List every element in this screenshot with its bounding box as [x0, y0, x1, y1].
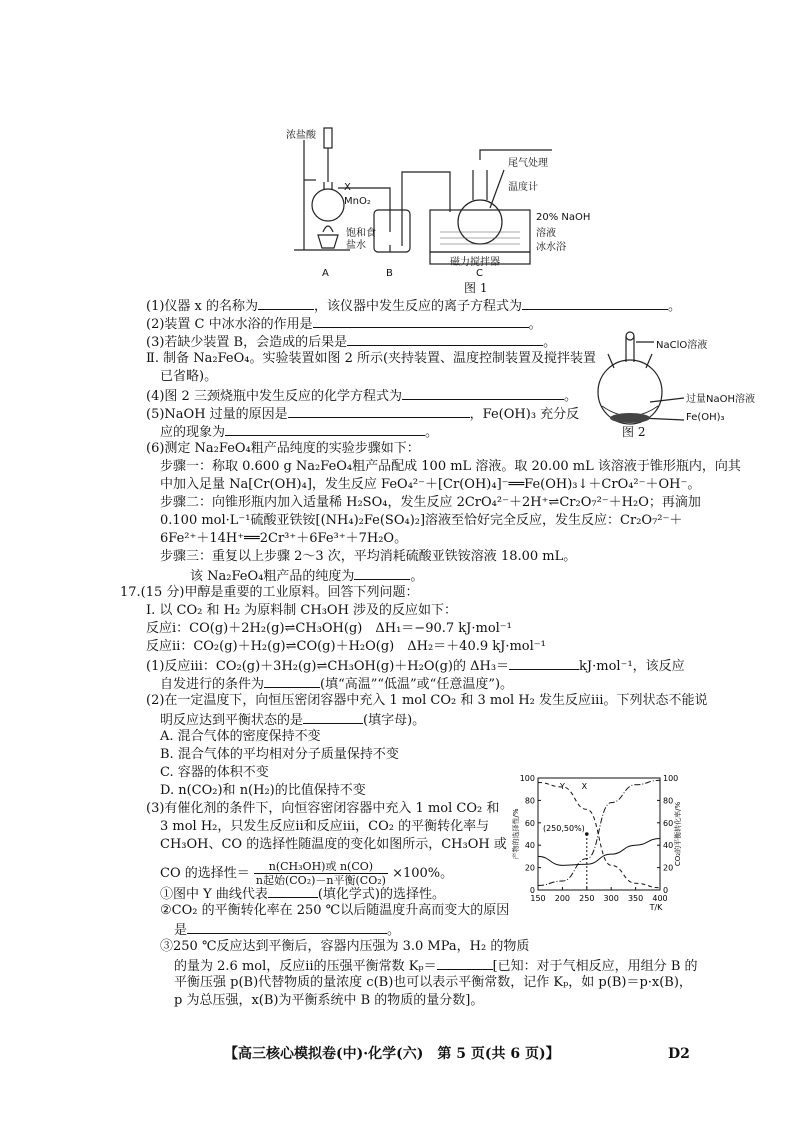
step-2b: 0.100 mol·L⁻¹硫酸亚铁铵[(NH₄)₂Fe(SO₄)₂]溶液至恰好完全反应，发生反应：Cr₂O₇²⁻＋ [160, 513, 683, 528]
label-naclo: NaClO溶液 [656, 340, 708, 351]
y-tick-label: 0 [529, 886, 535, 895]
label-naoh-excess: 过量NaOH溶液 [686, 394, 755, 405]
answer-blank[interactable] [313, 314, 529, 328]
q17-3l: 平衡压强 p(B)代替物质的量浓度 c(B)也可以表示平衡常数，记作 Kₚ，如 p(B)＝p·x(B)， [174, 975, 692, 990]
answer-blank[interactable] [288, 404, 470, 418]
x-tick-label: 300 [603, 894, 619, 903]
q17-3f: ①图中 Y 曲线代表 (填化学式)的选择性。 [160, 884, 445, 903]
question-3: (3)若缺少装置 B，会造成的后果是 。 [146, 332, 556, 351]
option-d: D. n(CO₂)和 n(H₂)的比值保持不变 [160, 783, 366, 798]
answer-blank[interactable] [509, 656, 579, 670]
x-axis-label: T/K [649, 903, 663, 912]
question-5-cont: 应的现象为 。 [160, 422, 438, 441]
series-line-3 [538, 838, 660, 865]
y-tick-label: 20 [524, 863, 535, 873]
series-line-1 [538, 782, 660, 887]
label-mno2: MnO₂ [344, 196, 371, 207]
footer-code: D2 [668, 1046, 690, 1062]
question-2: (2)装置 C 中冰水浴的作用是 。 [146, 314, 542, 333]
label-thermo: 温度计 [508, 182, 538, 193]
q17-1-cont: 自发进行的条件为 (填“高温”“低温”或“任意温度”)。 [160, 674, 513, 693]
answer-blank[interactable] [303, 710, 363, 724]
reaction-1: 反应ⅰ：CO(g)＋2H₂(g)⇌CH₃OH(g) ΔH₁＝−90.7 kJ·mol⁻¹ [146, 621, 512, 636]
section-2-intro-2: 已省略)。 [160, 369, 218, 384]
y-tick-label: 40 [524, 841, 535, 851]
option-c: C. 容器的体积不变 [160, 765, 269, 780]
label-a: A [322, 268, 329, 279]
question-5: (5)NaOH 过量的原因是 ，Fe(OH)₃ 充分反 [146, 404, 579, 423]
label-tail: 尾气处理 [508, 158, 548, 169]
series-label-x: X [581, 782, 588, 792]
answer-blank[interactable] [522, 296, 668, 310]
reaction-2: 反应ⅱ：CO₂(g)＋H₂(g)⇌CO(g)＋H₂O(g) ΔH₂＝＋40.9 kJ·mol⁻¹ [146, 639, 546, 654]
selectivity-fraction [254, 860, 388, 887]
answer-blank[interactable] [402, 386, 564, 400]
q17-3h: ②CO₂ 的平衡转化率在 250 ℃以后随温度升高而变大的原因 [160, 903, 510, 918]
label-feoh3: Fe(OH)₃ [686, 412, 725, 423]
y-tick-label-right: 40 [663, 841, 674, 851]
q17-3k: 的量为 2.6 mol，反应ⅱ的压强平衡常数 Kₚ＝ [已知：对于气相反应，用组分 B 的 [174, 956, 698, 975]
answer-blank[interactable] [225, 422, 425, 436]
question-6: (6)测定 Na₂FeO₄粗产品纯度的实验步骤如下： [146, 441, 420, 456]
label-x: X [344, 182, 351, 193]
y-tick-label: 100 [519, 774, 535, 783]
y-tick-label-right: 0 [663, 886, 669, 895]
x-tick-label: 400 [652, 894, 668, 903]
q17-3i: 是 。 [174, 920, 400, 939]
step-2c: 6Fe²⁺＋14H⁺══2Cr³⁺＋6Fe³⁺＋7H₂O。 [160, 531, 408, 546]
q17-2: (2)在一定温度下，向恒压密闭容器中充入 1 mol CO₂ 和 3 mol H₂ 发生反应ⅲ。下列状态不能说 [146, 693, 708, 708]
purity-question: 该 Na₂FeO₄粗产品的纯度为 。 [190, 566, 423, 585]
label-sat: 饱和食 [346, 228, 376, 239]
label-naoh: 20% NaOH [536, 212, 591, 223]
label-sat2: 盐水 [346, 240, 366, 251]
label-b: B [386, 268, 393, 279]
label-c: C [476, 268, 483, 279]
selectivity-chart [502, 772, 682, 922]
label-stir: 磁力搅拌器 [450, 257, 500, 268]
figure-1 [286, 120, 591, 290]
step-1a: 步骤一：称取 0.600 g Na₂FeO₄粗产品配成 100 mL 溶液。取 20.00 mL 该溶液于锥形瓶内，向其 [160, 459, 741, 474]
figure-2 [592, 326, 782, 446]
option-a: A. 混合气体的密度保持不变 [160, 729, 321, 744]
y-tick-label: 80 [524, 796, 535, 806]
answer-blank[interactable] [258, 296, 314, 310]
y-axis-label-right: CO₂的平衡转化率/% [674, 801, 682, 867]
step-1b: 中加入足量 Na[Cr(OH)₄]，发生反应 FeO₄²⁻＋[Cr(OH)₄]⁻══Fe(OH)₃↓＋CrO₄²⁻＋OH⁻。 [160, 477, 701, 492]
label-naoh2: 溶液 [536, 228, 556, 239]
q17-3b: 3 mol H₂，只发生反应ⅱ和反应ⅲ，CO₂ 的平衡转化率与 [160, 819, 490, 834]
answer-blank[interactable] [268, 884, 318, 898]
annotation-point [585, 832, 589, 836]
q17-3d: CO 的选择性＝ n(CH₃OH)或 n(CO) n起始(CO₂)－n平衡(CO₂) ×100%。 [160, 860, 454, 887]
x-tick-label: 200 [554, 894, 571, 903]
q17-3a: (3)有催化剂的条件下，向恒容密闭容器中充入 1 mol CO₂ 和 [146, 801, 500, 816]
series-label-y: Y [559, 782, 565, 792]
apparatus-diagram [290, 120, 590, 290]
answer-blank[interactable] [437, 956, 493, 970]
option-b: B. 混合气体的平均相对分子质量保持不变 [160, 747, 399, 762]
fraction-numerator: n(CH₃OH)或 n(CO) [254, 860, 388, 874]
answer-blank[interactable] [347, 332, 543, 346]
q17-intro: Ⅰ. 以 CO₂ 和 H₂ 为原料制 CH₃OH 涉及的反应如下： [146, 603, 458, 618]
q17-3m: p 为总压强，x(B)为平衡系统中 B 的物质的量分数]。 [174, 993, 484, 1008]
q17-3j: ③250 ℃反应达到平衡后，容器内压强为 3.0 MPa，H₂ 的物质 [160, 939, 530, 954]
question-1: (1)仪器 x 的名称为 ，该仪器中发生反应的离子方程式为 。 [146, 296, 681, 315]
figure-1-caption: 图 1 [464, 281, 488, 295]
fraction-denominator: n起始(CO₂)－n平衡(CO₂) [255, 874, 386, 887]
chart-marks [538, 780, 660, 890]
x-tick-label: 150 [530, 894, 546, 903]
figure-2-caption: 图 2 [622, 425, 646, 439]
section-2-intro: Ⅱ. 制备 Na₂FeO₄。实验装置如图 2 所示(夹持装置、温度控制装置及搅拌装置 [146, 351, 597, 366]
q17-1: (1)反应ⅲ：CO₂(g)＋3H₂(g)⇌CH₃OH(g)＋H₂O(g)的 ΔH₃＝ kJ·mol⁻¹，该反应 [146, 656, 685, 675]
y-tick-label: 60 [524, 818, 535, 828]
footer-title: 【高三核心模拟卷(中)·化学(六) 第 5 页(共 6 页)】 [224, 1046, 560, 1062]
answer-blank[interactable] [187, 920, 387, 934]
x-tick-label: 250 [579, 894, 595, 903]
question-17: 17.(15 分)甲醇是重要的工业原料。回答下列问题： [120, 585, 419, 600]
question-4: (4)图 2 三颈烧瓶中发生反应的化学方程式为 。 [146, 386, 577, 405]
answer-blank[interactable] [354, 566, 410, 580]
y-tick-label-right: 100 [663, 774, 679, 783]
y-tick-label-right: 60 [663, 818, 674, 828]
plot-frame [538, 778, 660, 890]
q17-3c: CH₃OH、CO 的选择性随温度的变化如图所示，CH₃OH 或 [160, 837, 507, 852]
label-ice: 冰水浴 [536, 242, 566, 253]
step-2a: 步骤二：向锥形瓶内加入适量稀 H₂SO₄，发生反应 2CrO₄²⁻＋2H⁺⇌Cr₂O₇²⁻＋H₂O；再滴加 [160, 495, 701, 510]
answer-blank[interactable] [264, 674, 320, 688]
annotation-label: (250,50%) [542, 824, 585, 833]
q17-2-cont: 明反应达到平衡状态的是 (填字母)。 [160, 710, 425, 729]
label-hcl: 浓盐酸 [286, 130, 316, 141]
y-axis-label-left: 产物的选择性/% [512, 808, 520, 860]
step-3: 步骤三：重复以上步骤 2～3 次，平均消耗硫酸亚铁铵溶液 18.00 mL。 [160, 549, 577, 564]
y-tick-label-right: 20 [663, 863, 674, 873]
x-tick-label: 350 [627, 894, 644, 903]
y-tick-label-right: 80 [663, 796, 674, 806]
